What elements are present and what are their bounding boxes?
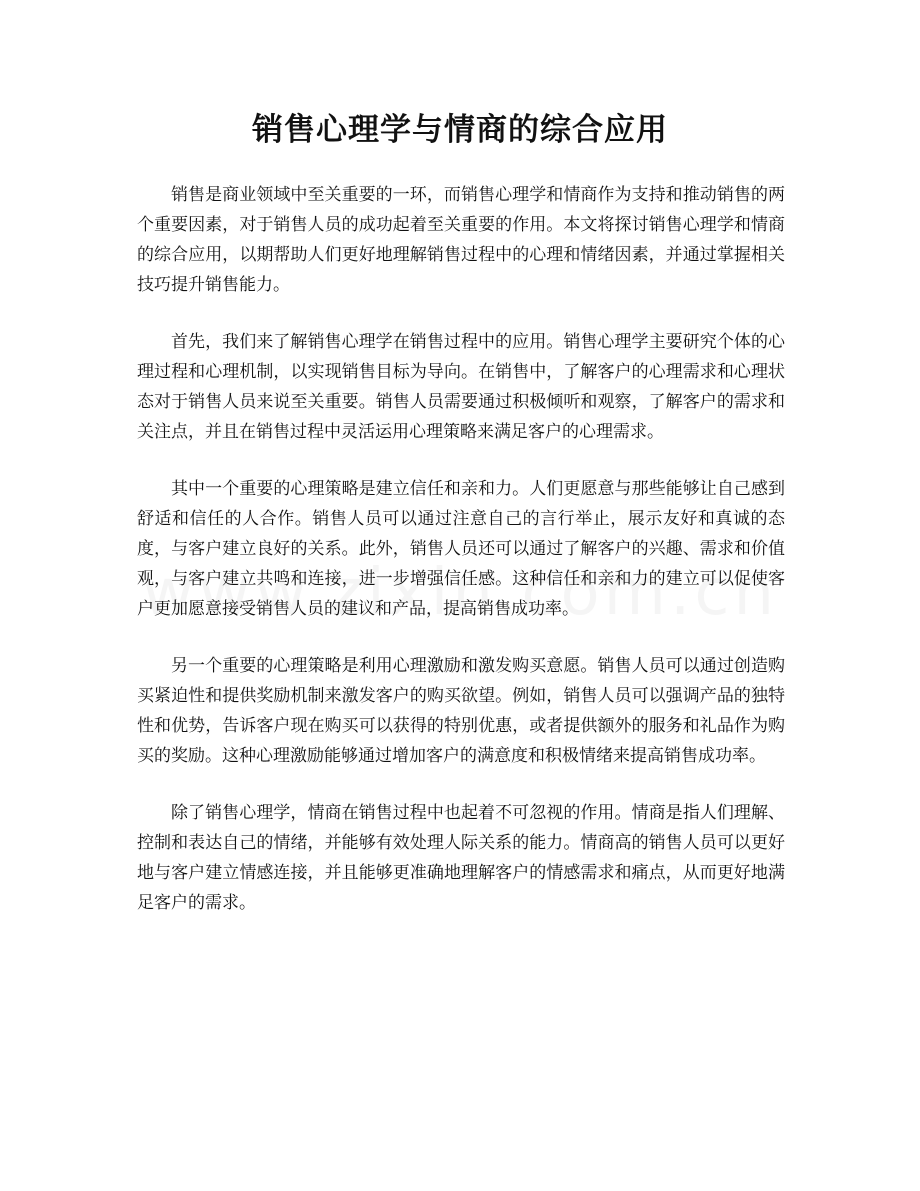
paragraph-5: 除了销售心理学，情商在销售过程中也起着不可忽视的作用。情商是指人们理解、控制和表达自己的情绪，并能够有效处理人际关系的能力。情商高的销售人员可以更好地与客户建立情感连接，并且能够更准确地理解客户的情感需求和痛点，从而更好地满足客户的需求。	[137, 803, 785, 913]
paragraph-4: 另一个重要的心理策略是利用心理激励和激发购买意愿。销售人员可以通过创造购买紧迫性和提供奖励机制来激发客户的购买欲望。例如，销售人员可以强调产品的独特性和优势，告诉客户现在购买可以获得的特别优惠，或者提供额外的服务和礼品作为购买的奖励。这种心理激励能够通过增加客户的满意度和积极情绪来提高销售成功率。	[137, 656, 785, 766]
page-title: 销售心理学与情商的综合应用	[252, 112, 668, 148]
document-body	[137, 180, 785, 945]
paragraph-1: 销售是商业领域中至关重要的一环，而销售心理学和情商作为支持和推动销售的两个重要因素，对于销售人员的成功起着至关重要的作用。本文将探讨销售心理学和情商的综合应用，以期帮助人们更好地理解销售过程中的心理和情绪因素，并通过掌握相关技巧提升销售能力。	[137, 185, 785, 295]
paragraph-3: 其中一个重要的心理策略是建立信任和亲和力。人们更愿意与那些能够让自己感到舒适和信任的人合作。销售人员可以通过注意自己的言行举止，展示友好和真诚的态度，与客户建立良好的关系。此外，销售人员还可以通过了解客户的兴趣、需求和价值观，与客户建立共鸣和连接，进一步增强信任感。这种信任和亲和力的建立可以促使客户更加愿意接受销售人员的建议和产品，提高销售成功率。	[137, 479, 785, 619]
paragraph-2: 首先，我们来了解销售心理学在销售过程中的应用。销售心理学主要研究个体的心理过程和心理机制，以实现销售目标为导向。在销售中，了解客户的心理需求和心理状态对于销售人员来说至关重要。销售人员需要通过积极倾听和观察，了解客户的需求和关注点，并且在销售过程中灵活运用心理策略来满足客户的心理需求。	[137, 332, 785, 442]
